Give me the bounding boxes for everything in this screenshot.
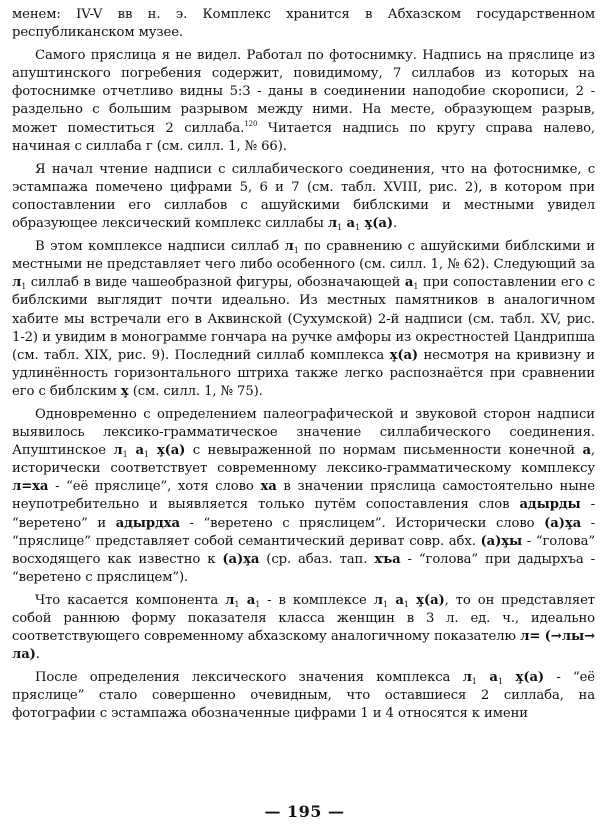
text-run: менем: IV-V вв н. э. Комплекс хранится в Абхазском государственном республиканском музее. [12, 7, 595, 41]
bold-term: а [239, 592, 256, 608]
bold-term: л [225, 592, 235, 608]
text-run: в значении пряслица самостоятельно ныне неупотребительно и выявляется только путём сопоставления слов [12, 479, 595, 513]
bold-term: а [582, 443, 591, 459]
text-run: несмотря на кривизну и удлинённость горизонтального штриха также легко распознаётся при сравнении его с библским [12, 347, 595, 399]
subscript-index: 1 [122, 450, 128, 460]
text-run: (ср. абаз. тап. [259, 551, 375, 567]
bold-term: л [113, 443, 123, 459]
text-run: при сопоставлении его с библскими выглядит почти идеально. Из местных памятников в аналогичном хабите мы встречали его в Аквинской (Сухумской) 2-й надписи (см. табл. XV, рис. 1-2) и увидим в монограмме гончара на ручке амфоры из окрестностей Цандрипша (см. табл. XIX, рис. 9). Последний силлаб комплекса [12, 275, 595, 363]
text-run: (см. силл. 1, № 75). [128, 383, 263, 399]
bold-term: ха [260, 479, 277, 495]
paragraph [12, 6, 595, 42]
text-run: . [35, 647, 40, 663]
bold-term: х̧(а) [389, 347, 419, 363]
bold-term: а [476, 670, 498, 686]
subscript-index: 1 [403, 599, 409, 609]
bold-term: л [373, 592, 383, 608]
bold-term: (а)х̧ы [480, 533, 523, 549]
paragraph [12, 238, 595, 401]
bold-term: л [327, 216, 338, 232]
text-run: - “её пряслице”, хотя слово [48, 479, 261, 495]
text-run: силлаб в виде чашеобразной фигуры, обозначающей [26, 275, 405, 291]
subscript-index: 1 [355, 223, 360, 233]
bold-term: (→лы→ ла) [12, 629, 596, 663]
text-run: по сравнению с ашуйскими библскими и местными не представляет чего либо особенного (см. силл. 1, № 62). Следующий за [12, 239, 595, 273]
subscript-index: 1 [234, 599, 240, 609]
text-run: Я начал чтение надписи с силлабического соединения, что на фотоснимке, с эстампажа помечено цифрами 5, 6 и 7 (см. табл. XVIII, рис. 2), в котором при сопоставлении его силлабов с ашуйскими библскими и местными увидел образующее лексический комплекс силлабы [12, 161, 595, 232]
text-run: Одновременно с определением палеографической и звуковой сторон надписи выявилось лексико-грамматическое значение силлабического соединения. Апуштинское [12, 406, 595, 459]
text-run: с невыраженной по нормам письменности конечной [185, 443, 583, 459]
text-run: Читается надпись по кругу справа налево, начиная с силлаба г (см. силл. 1, № 66). [12, 120, 595, 154]
bold-term: а [127, 443, 144, 459]
subscript-index: 1 [413, 282, 419, 292]
paragraph [12, 47, 595, 156]
body-text [12, 6, 595, 729]
bold-term: а [342, 216, 355, 232]
bold-term: л [462, 670, 472, 686]
bold-term: адырды [519, 497, 581, 513]
bold-term: х̧(а) [502, 670, 545, 686]
text-run: - “её пряслице” стало совершенно очевидным, что оставшиеся 2 силлаба, на фотографии с эстампажа обозначенные цифрами 1 и 4 относятся к имени [12, 670, 596, 722]
text-run: Самого пряслица я не видел. Работал по фотоснимку. Надпись на пряслице из апуштинского погребения содержит, повидимому, 7 силлабов из которых на фотоснимке отчетливо видны 5:3 - даны в соединении наподобие скорописи, 2 - раздельно с большим разрывом между ними. На месте, образующем разрыв, может поместиться 2 силлаба. [12, 48, 595, 136]
text-run: . [392, 216, 398, 232]
bold-term: х̧ [120, 383, 129, 399]
text-run: - в комплексе [260, 592, 374, 608]
subscript-index: 1 [337, 223, 343, 233]
subscript-index: 1 [382, 599, 388, 609]
bold-term: х̧(а) [408, 592, 445, 608]
bold-term: адырдха [115, 515, 180, 531]
text-run: После определения лексического значения комплекса [35, 670, 463, 686]
bold-term: хъа [374, 551, 401, 567]
subscript-index: 1 [21, 282, 27, 292]
subscript-index: 1 [293, 246, 299, 256]
bold-term: х̧(а) [360, 216, 393, 232]
paragraph [12, 161, 595, 233]
text-run: - “голова” восходящего как известно к [12, 533, 595, 567]
text-run: - “голова” при дадырхъа - “веретено с пряслицем”). [12, 551, 595, 585]
bold-term: л= [520, 629, 541, 645]
text-run: , то он представляет собой раннюю форму показателя класса женщин в 3 л. ед. ч., идеально соответствующего современному абхазскому аналогичному показателю [12, 592, 595, 645]
bold-term: л [284, 239, 294, 255]
bold-term: (а)х̧а [544, 515, 582, 531]
bold-term: л [12, 275, 22, 291]
paragraph [12, 669, 595, 723]
paragraph [12, 592, 595, 664]
page-number: — 195 — [264, 802, 345, 821]
text-run: - “веретено с пряслицем”. Исторически слово [179, 515, 545, 531]
subscript-index: 1 [497, 677, 503, 687]
footnote-marker: 120 [244, 119, 258, 128]
subscript-index: 1 [471, 677, 477, 687]
text-run: , исторически соответствует современному лексико-грамматическому комплексу [12, 443, 595, 477]
text-run: - “веретено” и [12, 497, 595, 531]
bold-term: л=ха [12, 479, 49, 495]
subscript-index: 1 [143, 450, 149, 460]
bold-term: а [404, 275, 414, 291]
text-run: - “пряслице” представляет собой семантический дериват совр. абх. [12, 515, 596, 549]
text-run: Что касается компонента [35, 592, 226, 608]
paragraph [12, 406, 595, 587]
bold-term: х̧(а) [148, 443, 186, 459]
text-run: В этом комплексе надписи силлаб [35, 239, 285, 255]
bold-term: (а)х̧а [222, 551, 260, 567]
bold-term: а [387, 592, 404, 608]
subscript-index: 1 [255, 599, 261, 609]
